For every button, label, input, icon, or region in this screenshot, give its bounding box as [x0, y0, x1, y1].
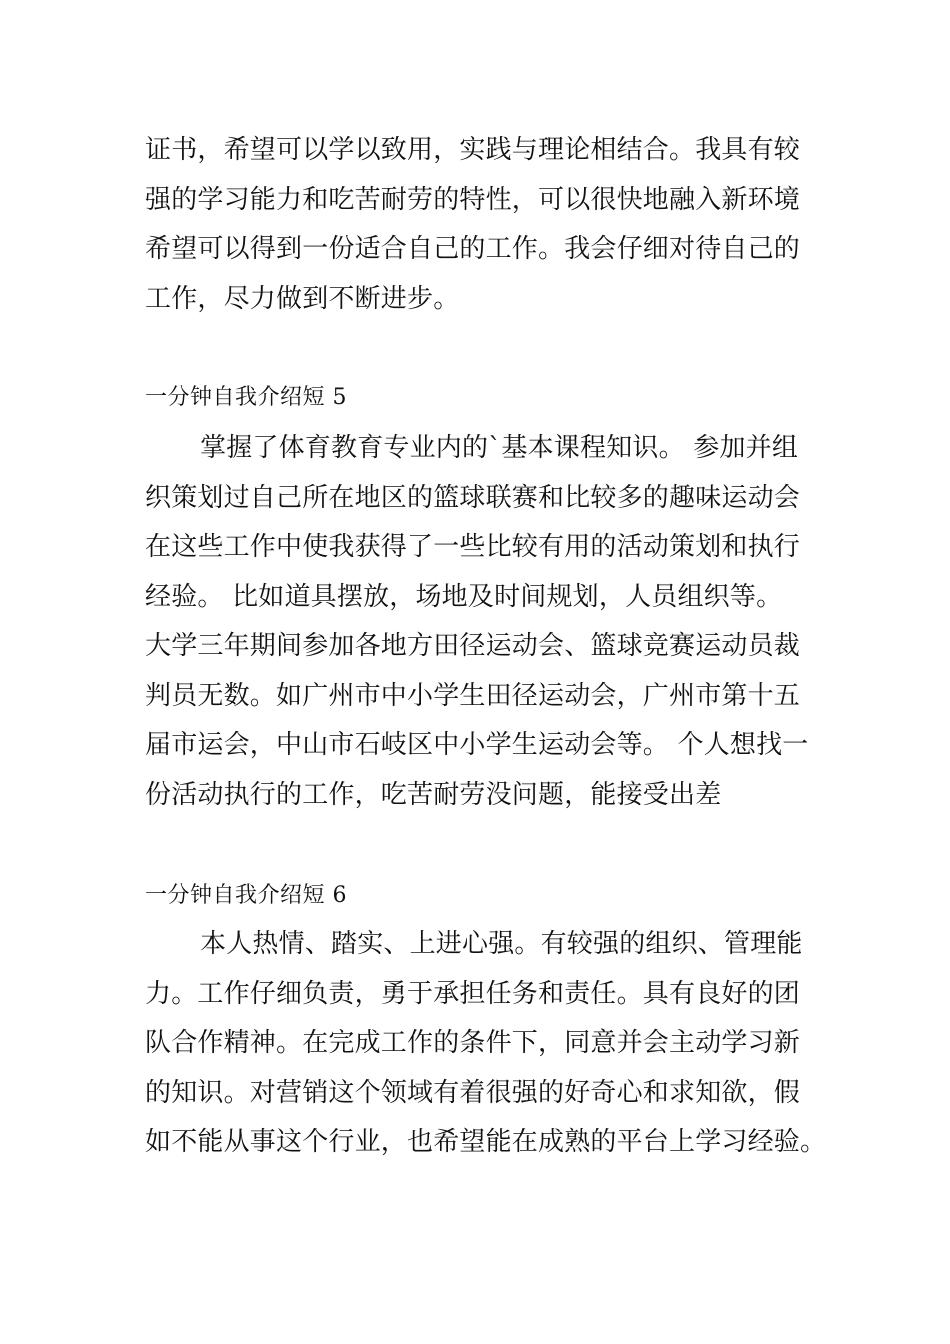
paragraph-line: 判员无数。如广州市中小学生田径运动会，广州市第十五 — [145, 680, 801, 711]
paragraph-line: 力。工作仔细负责，勇于承担任务和责任。具有良好的团 — [145, 978, 801, 1009]
section-5-paragraph — [145, 424, 807, 820]
paragraph-line: 经验。 比如道具摆放，场地及时间规划，人员组织等。 — [145, 581, 783, 612]
paragraph-line: 织策划过自己所在地区的篮球联赛和比较多的趣味运动会 — [145, 482, 801, 513]
paragraph-line: 本人热情、踏实、上进心强。有较强的组织、管理能 — [200, 929, 803, 959]
section-6-heading: 一分钟自我介绍短 6 — [145, 883, 347, 908]
paragraph-line: 在这些工作中使我获得了一些比较有用的活动策划和执行 — [145, 532, 801, 562]
paragraph-line: 如不能从事这个行业，也希望能在成熟的平台上学习经验。 — [145, 1127, 827, 1157]
section-6-paragraph — [145, 920, 827, 1168]
paragraph-line: 大学三年期间参加各地方田径运动会、篮球竞赛运动员裁 — [145, 631, 801, 661]
section-5-heading: 一分钟自我介绍短 5 — [145, 385, 347, 410]
intro-paragraph — [145, 126, 807, 324]
paragraph-line: 希望可以得到一份适合自己的工作。我会仔细对待自己的 — [145, 234, 801, 264]
paragraph-line: 队合作精神。在完成工作的条件下，同意并会主动学习新 — [145, 1028, 801, 1058]
paragraph-line: 份活动执行的工作，吃苦耐劳没问题，能接受出差 — [145, 779, 722, 810]
paragraph-line: 的知识。对营销这个领域有着很强的好奇心和求知欲，假 — [145, 1077, 801, 1108]
paragraph-line: 证书，希望可以学以致用，实践与理论相结合。我具有较 — [145, 135, 801, 165]
paragraph-line: 掌握了体育教育专业内的`基本课程知识。 参加并组 — [200, 433, 799, 463]
paragraph-line: 强的学习能力和吃苦耐劳的特性，可以很快地融入新环境 — [145, 184, 801, 215]
paragraph-line: 工作，尽力做到不断进步。 — [145, 283, 460, 314]
paragraph-line: 届市运会，中山市石岐区中小学生运动会等。 个人想找一 — [145, 730, 809, 760]
